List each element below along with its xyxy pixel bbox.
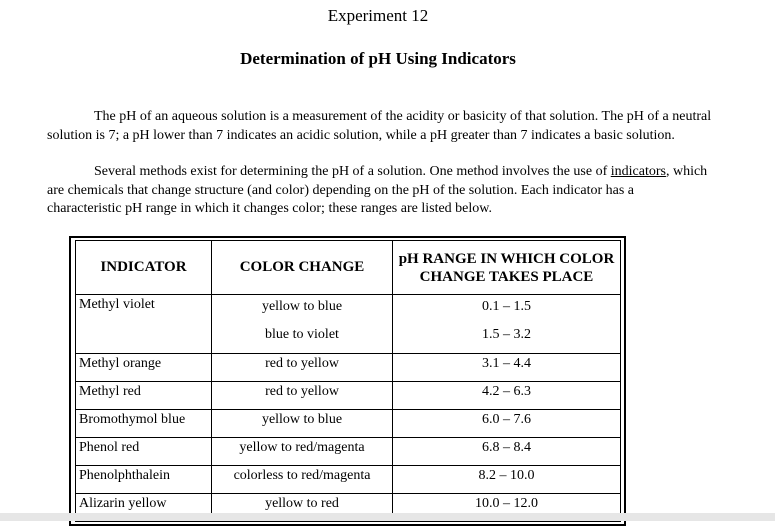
color-change: blue to violet xyxy=(265,327,339,342)
indicator-table xyxy=(75,240,621,522)
color-change: red to yellow xyxy=(212,382,393,410)
color-change: colorless to red/magenta xyxy=(212,466,393,494)
header-ph-range: pH RANGE IN WHICH COLOR CHANGE TAKES PLACE xyxy=(393,241,621,295)
methods-paragraph-end: , which are chemicals that change structure (and color) depending on the pH of the solution. Each indicator has a characteristic pH range in which it changes color; these ranges are listed below. xyxy=(47,164,708,216)
experiment-number: Experiment 12 xyxy=(327,6,429,25)
ph-range: 3.1 – 4.4 xyxy=(393,354,621,382)
ph-range: 6.0 – 7.6 xyxy=(393,410,621,438)
intro-paragraph-text: The pH of an aqueous solution is a measurement of the acidity or basicity of that solution. The pH of a neutral solution is 7; a pH lower than 7 indicates an acidic solution, while a pH greater than 7 indicates a basic solution. xyxy=(47,109,712,143)
table-row xyxy=(76,438,621,466)
header-color-change: COLOR CHANGE xyxy=(212,241,393,295)
color-change-cell xyxy=(212,295,393,354)
indicator-name: Methyl violet xyxy=(76,295,212,354)
intro-paragraph xyxy=(47,108,712,145)
ph-range: 0.1 – 1.5 xyxy=(482,299,531,314)
indicator-name: Methyl red xyxy=(76,382,212,410)
indicator-table-frame xyxy=(69,236,626,526)
color-change: yellow to blue xyxy=(212,410,393,438)
table-row xyxy=(76,295,621,354)
ph-range: 6.8 – 8.4 xyxy=(393,438,621,466)
indicators-term: indicators xyxy=(610,164,666,179)
ph-range: 8.2 – 10.0 xyxy=(393,466,621,494)
ph-range-cell xyxy=(393,295,621,354)
ph-range: 1.5 – 3.2 xyxy=(482,327,531,342)
indicator-name: Phenol red xyxy=(76,438,212,466)
color-change: yellow to red xyxy=(212,494,393,522)
indicator-name: Alizarin yellow xyxy=(76,494,212,522)
color-change: red to yellow xyxy=(212,354,393,382)
ph-range: 4.2 – 6.3 xyxy=(393,382,621,410)
table-row xyxy=(76,410,621,438)
color-change: yellow to blue xyxy=(261,299,343,314)
table-header-row xyxy=(76,241,621,295)
page-bottom-strip xyxy=(0,513,775,521)
ph-range: 10.0 – 12.0 xyxy=(393,494,621,522)
indicator-name: Methyl orange xyxy=(76,354,212,382)
indicator-name: Bromothymol blue xyxy=(76,410,212,438)
table-row xyxy=(76,354,621,382)
methods-paragraph xyxy=(47,163,712,219)
document-title: Determination of pH Using Indicators xyxy=(240,49,516,68)
color-change: yellow to red/magenta xyxy=(212,438,393,466)
table-row xyxy=(76,382,621,410)
table-row xyxy=(76,466,621,494)
header-indicator: INDICATOR xyxy=(76,241,212,295)
methods-paragraph-start: Several methods exist for determining the pH of a solution. One method involves the use of xyxy=(94,164,611,179)
indicator-name: Phenolphthalein xyxy=(76,466,212,494)
